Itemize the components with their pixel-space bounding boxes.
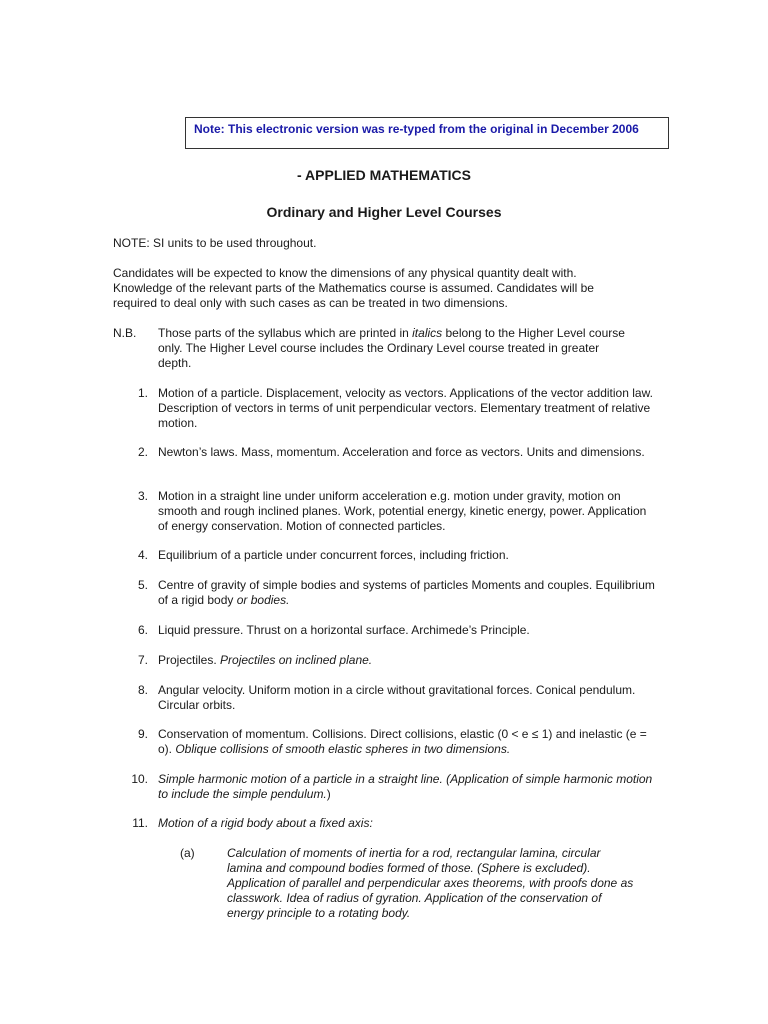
electronic-version-note: Note: This electronic version was re-typed from the original in December 2006 — [194, 122, 639, 136]
item-number: 11. — [132, 816, 148, 830]
sub-item-text: Calculation of moments of inertia for a rod, rectangular lamina, circular lamina and compound bodies formed of those. (Sphere is excluded). Application of parallel and perpendicular axes theorems, with proofs done as classwork. Idea of radius of gyration. Application of the conservation of energy principle to a rotating body. — [227, 846, 634, 920]
item-italic: or bodies. — [236, 593, 290, 607]
item-text — [158, 386, 658, 431]
item-text — [158, 578, 658, 608]
item-text — [158, 623, 658, 638]
item-text — [158, 653, 658, 668]
item-text — [158, 772, 658, 802]
item-number: 4. — [137, 548, 148, 562]
nb-italic-word: italics — [412, 326, 443, 340]
item-text — [158, 727, 658, 757]
item-body: Projectiles. — [158, 653, 221, 667]
item-italic: Simple harmonic motion of a particle in a straight line. (Application of simple harmonic motion to include the simple pendulum. — [158, 772, 653, 801]
item-number: 3. — [137, 489, 148, 503]
nb-text — [158, 326, 628, 371]
item-number: 1. — [137, 386, 148, 400]
item-body: Motion in a straight line under uniform acceleration e.g. motion under gravity, motion on smooth and rough inclined planes. Work, potential energy, kinetic energy, power. Application of energy conservation. Motion of connected particles. — [158, 489, 647, 533]
item-number: 7. — [137, 653, 148, 667]
item-body: Liquid pressure. Thrust on a horizontal surface. Archimede’s Principle. — [158, 623, 530, 637]
item-closing-paren: ) — [326, 787, 331, 801]
nb-text-after: belong to the Higher Level course only. The Higher Level course includes the Ordinary Level course treated in greater depth. — [158, 326, 625, 370]
item-italic: Motion of a rigid body about a fixed axis: — [158, 816, 373, 830]
item-number: 5. — [137, 578, 148, 592]
item-body: Equilibrium of a particle under concurrent forces, including friction. — [158, 548, 509, 562]
item-number: 10. — [131, 772, 148, 786]
item-number: 2. — [137, 445, 148, 459]
item-number: 6. — [137, 623, 148, 637]
item-text — [158, 489, 658, 534]
item-text — [158, 683, 658, 713]
item-number: 8. — [137, 683, 148, 697]
item-body: Motion of a particle. Displacement, velocity as vectors. Applications of the vector addition law. Description of vectors in terms of unit perpendicular vectors. Elementary treatment of relative motion. — [158, 386, 653, 430]
item-text — [158, 816, 658, 831]
item-text — [158, 548, 658, 563]
page-title: - APPLIED MATHEMATICS — [297, 167, 471, 183]
item-body: Conservation of momentum. Collisions. Direct collisions, elastic (0 < e ≤ 1) and inelastic (e = o). — [158, 727, 647, 756]
nb-text-before: Those parts of the syllabus which are printed in — [158, 326, 413, 340]
item-italic: Oblique collisions of smooth elastic spheres in two dimensions. — [175, 742, 511, 756]
sub-item-label: (a) — [180, 846, 195, 860]
item-body: Angular velocity. Uniform motion in a circle without gravitational forces. Conical pendulum. Circular orbits. — [158, 683, 636, 712]
item-body: Centre of gravity of simple bodies and systems of particles Moments and couples. Equilibrium of a rigid body — [158, 578, 655, 607]
nb-label: N.B. — [113, 326, 137, 340]
item-italic: Projectiles on inclined plane. — [220, 653, 373, 667]
si-units-note: NOTE: SI units to be used throughout. — [113, 236, 317, 250]
item-body: Newton’s laws. Mass, momentum. Acceleration and force as vectors. Units and dimensions. — [158, 445, 645, 459]
page-subtitle: Ordinary and Higher Level Courses — [266, 204, 502, 220]
item-text — [158, 445, 658, 460]
item-number: 9. — [137, 727, 148, 741]
intro-paragraph: Candidates will be expected to know the dimensions of any physical quantity dealt with. Knowledge of the relevant parts of the Mathematics course is assumed. Candidates will be required to deal only with such cases as can be treated in two dimensions. — [113, 266, 594, 310]
